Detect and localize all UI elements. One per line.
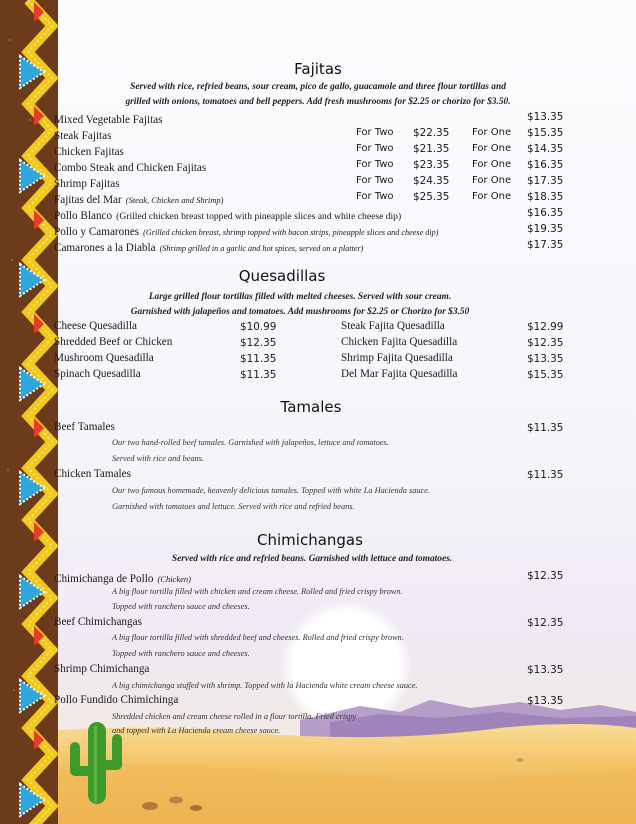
section-title-tamales: Tamales [280, 398, 342, 416]
item-name: Steak Fajitas [54, 130, 112, 142]
for-two-price: $24.35 [413, 175, 450, 187]
for-two-label: For Two [356, 191, 394, 202]
fajitas-intro-line-2: grilled with onions, tomatoes and bell peppers. Add fresh mushrooms for $2.25 or chorizo for $3.50. [125, 97, 511, 107]
item-note: (Chicken) [157, 574, 191, 584]
section-title-fajitas: Fajitas [294, 60, 342, 78]
item-price: $12.35 [527, 570, 564, 582]
item-name: Pollo Blanco [54, 210, 113, 222]
item-price: $14.35 [527, 143, 564, 155]
item-description: A big flour tortilla filled with shredded beef and cheeses. Rolled and fried crispy brown. [112, 633, 404, 642]
for-two-price: $25.35 [413, 191, 450, 203]
item-description: A big flour tortilla filled with chicken and cream cheese. Rolled and fried crispy brown. [112, 587, 403, 596]
item-price: $17.35 [527, 239, 564, 251]
item-price: $11.35 [527, 422, 564, 434]
menu-item-chimichanga-de-pollo [54, 569, 191, 587]
item-description: Topped with ranchero sauce and cheeses. [112, 602, 250, 611]
for-one-label: For One [472, 191, 512, 202]
item-description: Topped with ranchero sauce and cheeses. [112, 649, 250, 658]
menu-item-camarones-a-la-diabla [54, 238, 363, 256]
item-name: Shrimp Fajitas [54, 178, 120, 190]
rock [142, 802, 158, 810]
item-price: $13.35 [527, 353, 564, 365]
menu-item-spinach-quesadilla: Spinach Quesadilla [54, 368, 141, 380]
menu-item-shredded-beef-or-chicken: Shredded Beef or Chicken [54, 336, 173, 348]
item-price: $12.35 [527, 337, 564, 349]
quesadillas-intro-line-1: Large grilled flour tortillas filled with melted cheeses. Served with sour cream. [148, 292, 452, 302]
item-description: Served with rice and beans. [112, 454, 204, 463]
chimichangas-intro: Served with rice and refried beans. Garnished with lettuce and tomatoes. [171, 554, 453, 564]
menu-item-shrimp-chimichanga: Shrimp Chimichanga [54, 663, 150, 675]
item-price: $11.35 [240, 353, 277, 365]
item-price: $12.35 [527, 617, 564, 629]
menu-item-shrimp-fajita-quesadilla: Shrimp Fajita Quesadilla [341, 352, 453, 364]
item-price: $13.35 [527, 695, 564, 707]
item-name: Chicken Fajitas [54, 146, 124, 158]
item-price: $12.99 [527, 321, 564, 333]
menu-item-chicken-tamales: Chicken Tamales [54, 468, 131, 480]
item-description: and topped with La Hacienda cream cheese sauce. [112, 726, 281, 735]
item-description: A big chimichanga stuffed with shrimp. Topped with la Hacienda white cream cheese sauce. [112, 681, 418, 690]
fajitas-intro-line-1: Served with rice, refried beans, sour cream, pico de gallo, guacamole and three flour tortillas and [130, 82, 506, 92]
item-price: $13.35 [527, 664, 564, 676]
item-name: Pollo y Camarones [54, 226, 140, 238]
item-price: $11.35 [527, 469, 564, 481]
item-name: Mixed Vegetable Fajitas [54, 114, 163, 126]
for-one-label: For One [472, 143, 512, 154]
menu-item-chicken-fajita-quesadilla: Chicken Fajita Quesadilla [341, 336, 458, 348]
item-note: (Grilled chicken breast topped with pineapple slices and white cheese dip) [116, 211, 402, 222]
section-title-chimichangas: Chimichangas [257, 531, 363, 549]
item-description: Shredded chicken and cream cheese rolled in a flour tortilla. Fried crispy [112, 712, 357, 721]
item-description: Our two hand-rolled beef tamales. Garnished with jalapeños, lettuce and tomatoes. [112, 438, 389, 447]
for-two-label: For Two [356, 143, 394, 154]
item-name: Chimichanga de Pollo [54, 573, 154, 585]
item-price: $15.35 [527, 127, 564, 139]
for-two-label: For Two [356, 159, 394, 170]
item-name: Fajitas del Mar [54, 194, 122, 206]
for-one-label: For One [472, 127, 512, 138]
for-two-label: For Two [356, 127, 394, 138]
menu-item-beef-chimichangas: Beef Chimichangas [54, 616, 142, 628]
menu-item-del-mar-fajita-quesadilla: Del Mar Fajita Quesadilla [341, 368, 458, 380]
item-description: Our two famous homemade, heavenly delicious tamales. Topped with white La Hacienda sauce. [112, 486, 430, 495]
for-one-label: For One [472, 175, 512, 186]
menu-item-cheese-quesadilla: Cheese Quesadilla [54, 320, 137, 332]
item-description: Garnished with tomatoes and lettuce. Served with rice and refried beans. [112, 502, 355, 511]
item-note: (Steak, Chicken and Shrimp) [125, 195, 224, 205]
menu-item-beef-tamales: Beef Tamales [54, 421, 115, 433]
item-price: $19.35 [527, 223, 564, 235]
item-price: $17.35 [527, 175, 564, 187]
item-price: $11.35 [240, 369, 277, 381]
item-name: Combo Steak and Chicken Fajitas [54, 162, 207, 174]
item-note: (Shrimp grilled in a garlic and hot spices, served on a platter) [159, 244, 364, 253]
section-title-quesadillas: Quesadillas [238, 267, 326, 285]
item-price: $12.35 [240, 337, 277, 349]
item-price: $16.35 [527, 159, 564, 171]
item-name: Camarones a la Diabla [54, 242, 156, 254]
item-price: $16.35 [527, 207, 564, 219]
item-note: (Grilled chicken breast, shrimp topped with bacon strips, pineapple slices and cheese dip) [143, 228, 439, 237]
for-two-price: $22.35 [413, 127, 450, 139]
item-price: $18.35 [527, 191, 564, 203]
for-two-label: For Two [356, 175, 394, 186]
menu-item-steak-fajita-quesadilla: Steak Fajita Quesadilla [341, 320, 445, 332]
menu-item-pollo-fundido-chimichinga: Pollo Fundido Chimichinga [54, 694, 179, 706]
for-one-label: For One [472, 159, 512, 170]
for-two-price: $23.35 [413, 159, 450, 171]
item-price: $10.99 [240, 321, 277, 333]
for-two-price: $21.35 [413, 143, 450, 155]
item-price: $13.35 [527, 111, 564, 123]
menu-item-mushroom-quesadilla: Mushroom Quesadilla [54, 352, 154, 364]
item-price: $15.35 [527, 369, 564, 381]
quesadillas-intro-line-2: Garnished with jalapeños and tomatoes. Add mushrooms for $2.25 or Chorizo for $3.50 [130, 307, 470, 317]
